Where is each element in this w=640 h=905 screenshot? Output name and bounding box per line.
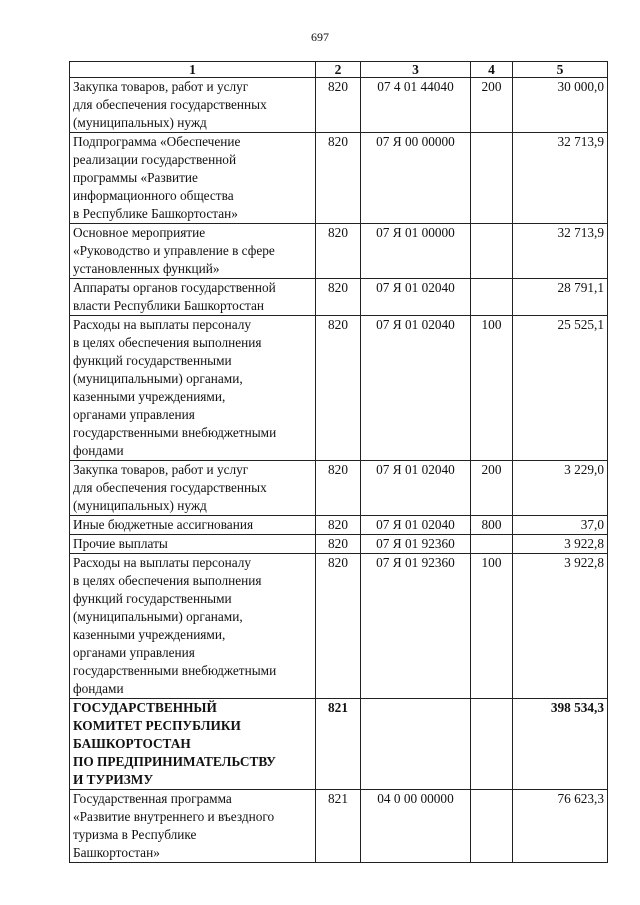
row-name: ГОСУДАРСТВЕННЫЙ КОМИТЕТ РЕСПУБЛИКИ БАШКОРТОСТАН ПО ПРЕДПРИНИМАТЕЛЬСТВУ И ТУРИЗМУ bbox=[70, 699, 316, 790]
row-type bbox=[471, 790, 513, 863]
row-ministry: 820 bbox=[316, 516, 361, 535]
row-ministry: 820 bbox=[316, 461, 361, 516]
row-code: 07 Я 01 02040 bbox=[361, 279, 471, 316]
row-ministry: 820 bbox=[316, 279, 361, 316]
row-name: Государственная программа «Развитие внутреннего и въездного туризма в Республике Башкортостан» bbox=[70, 790, 316, 863]
row-type: 100 bbox=[471, 316, 513, 461]
row-ministry: 820 bbox=[316, 316, 361, 461]
row-amount: 28 791,1 bbox=[513, 279, 608, 316]
row-amount: 32 713,9 bbox=[513, 133, 608, 224]
row-type bbox=[471, 224, 513, 279]
row-code: 07 Я 01 02040 bbox=[361, 316, 471, 461]
row-ministry: 820 bbox=[316, 554, 361, 699]
row-code bbox=[361, 699, 471, 790]
row-code: 07 Я 01 02040 bbox=[361, 461, 471, 516]
column-header-4: 4 bbox=[471, 62, 513, 78]
column-header-3: 3 bbox=[361, 62, 471, 78]
column-header-5: 5 bbox=[513, 62, 608, 78]
row-type: 100 bbox=[471, 554, 513, 699]
table-header-row bbox=[70, 62, 608, 78]
table-row bbox=[70, 279, 608, 316]
row-name: Подпрограмма «Обеспечение реализации государственной программы «Развитие информационного общества в Республике Башкортостан» bbox=[70, 133, 316, 224]
row-amount: 3 922,8 bbox=[513, 535, 608, 554]
row-type bbox=[471, 279, 513, 316]
table-row bbox=[70, 790, 608, 863]
column-header-2: 2 bbox=[316, 62, 361, 78]
table-row bbox=[70, 461, 608, 516]
table-row bbox=[70, 133, 608, 224]
row-type bbox=[471, 699, 513, 790]
row-amount: 30 000,0 bbox=[513, 78, 608, 133]
page-number: 697 bbox=[311, 30, 329, 44]
row-ministry: 821 bbox=[316, 790, 361, 863]
row-code: 07 Я 01 00000 bbox=[361, 224, 471, 279]
row-name: Прочие выплаты bbox=[70, 535, 316, 554]
row-name: Аппараты органов государственной власти Республики Башкортостан bbox=[70, 279, 316, 316]
row-code: 04 0 00 00000 bbox=[361, 790, 471, 863]
row-amount: 3 229,0 bbox=[513, 461, 608, 516]
budget-table bbox=[69, 61, 608, 863]
row-ministry: 820 bbox=[316, 133, 361, 224]
table-row bbox=[70, 516, 608, 535]
row-code: 07 Я 00 00000 bbox=[361, 133, 471, 224]
row-type: 200 bbox=[471, 461, 513, 516]
table-row bbox=[70, 316, 608, 461]
row-amount: 3 922,8 bbox=[513, 554, 608, 699]
table-row-department bbox=[70, 699, 608, 790]
row-name: Закупка товаров, работ и услуг для обеспечения государственных (муниципальных) нужд bbox=[70, 461, 316, 516]
row-code: 07 Я 01 92360 bbox=[361, 554, 471, 699]
row-ministry: 820 bbox=[316, 224, 361, 279]
table-row bbox=[70, 554, 608, 699]
row-amount: 25 525,1 bbox=[513, 316, 608, 461]
row-code: 07 4 01 44040 bbox=[361, 78, 471, 133]
row-type bbox=[471, 133, 513, 224]
row-amount: 398 534,3 bbox=[513, 699, 608, 790]
row-type: 200 bbox=[471, 78, 513, 133]
row-amount: 32 713,9 bbox=[513, 224, 608, 279]
row-name: Расходы на выплаты персоналу в целях обеспечения выполнения функций государственными (муниципальными) органами, казенными учреждениями, органами управления государственными внебюджетными фондами bbox=[70, 316, 316, 461]
row-type bbox=[471, 535, 513, 554]
row-code: 07 Я 01 02040 bbox=[361, 516, 471, 535]
row-name: Закупка товаров, работ и услуг для обеспечения государственных (муниципальных) нужд bbox=[70, 78, 316, 133]
row-amount: 76 623,3 bbox=[513, 790, 608, 863]
column-header-1: 1 bbox=[70, 62, 316, 78]
table-row bbox=[70, 224, 608, 279]
row-name: Расходы на выплаты персоналу в целях обеспечения выполнения функций государственными (муниципальными) органами, казенными учреждениями, органами управления государственными внебюджетными фондами bbox=[70, 554, 316, 699]
row-name: Основное мероприятие «Руководство и управление в сфере установленных функций» bbox=[70, 224, 316, 279]
row-name: Иные бюджетные ассигнования bbox=[70, 516, 316, 535]
table-row bbox=[70, 78, 608, 133]
row-ministry: 820 bbox=[316, 78, 361, 133]
row-ministry: 820 bbox=[316, 535, 361, 554]
row-ministry: 821 bbox=[316, 699, 361, 790]
row-amount: 37,0 bbox=[513, 516, 608, 535]
row-code: 07 Я 01 92360 bbox=[361, 535, 471, 554]
table-row bbox=[70, 535, 608, 554]
row-type: 800 bbox=[471, 516, 513, 535]
